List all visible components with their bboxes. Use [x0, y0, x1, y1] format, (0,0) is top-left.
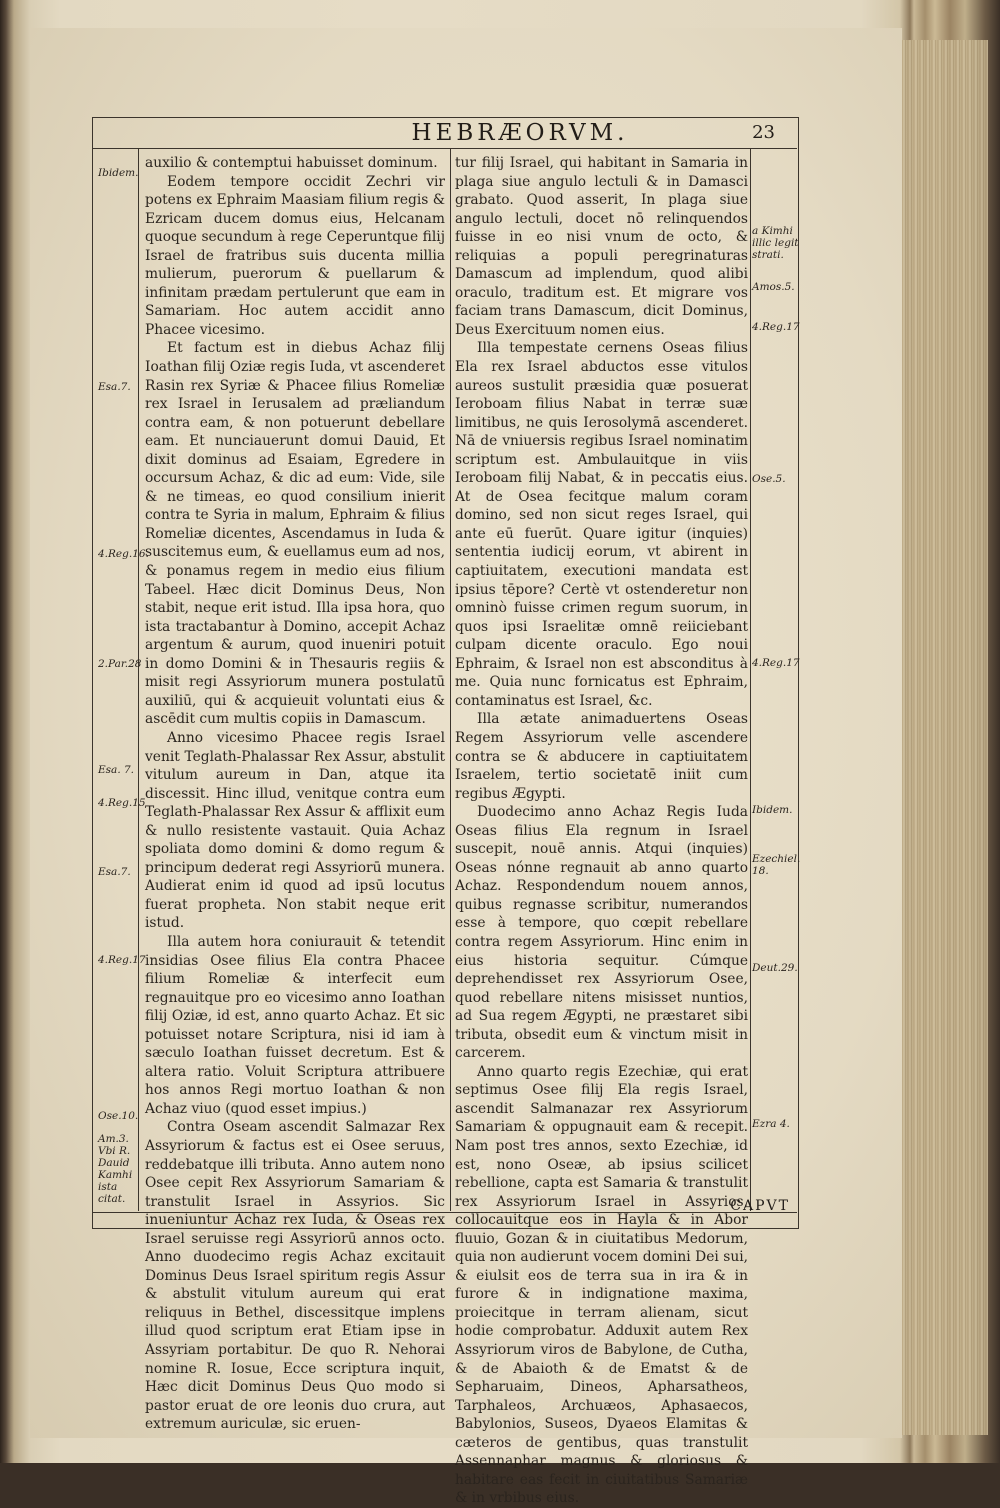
- margin-note: Esa.7.: [98, 381, 131, 393]
- margin-note: Ezra 4.: [752, 1118, 790, 1130]
- paragraph: tur filij Israel, qui habitant in Samaria in plaga siue angulo lectuli & in Damasci grabato. Quod asserit, In plaga siue angulo lectuli, docet nō relinquendos fuisse in eo nisi vnum de octo, & reliquias a populi peregrinaturas Damascum ad implendum, quod alibi oraculo, traditum est. Et migrare vos faciam trans Damascum, dicit Dominus, Deus Exercituum nomen eius.: [455, 155, 748, 338]
- right-margin-rule: [750, 148, 751, 1211]
- margin-note: 4.Reg.15: [98, 797, 146, 809]
- margin-note: Esa. 7.: [98, 764, 135, 776]
- margin-note: 4.Reg.16.: [98, 548, 149, 560]
- paragraph: auxilio & contemptui habuisset dominum.: [145, 155, 438, 171]
- margin-note: Ose.10.: [98, 1110, 139, 1122]
- catchword: CAPVT: [730, 1198, 790, 1214]
- right-column: [455, 154, 748, 1508]
- paragraph: Duodecimo anno Achaz Regis Iuda Oseas filius Ela regnum in Israel suscepit, nouē annis. Atqui (inquies) Oseas nónne regnauit ab anno quarto Achaz. Respondendum nouem annos, quibus regnasse scribitur, numerandos esse à tempore, quo cœpit rebellare contra regem Assyriorum. Hinc enim in eius historia sequitur. Cúmque deprehendisset rex Assyriorum Osee, quod rebellare nitens misisset nuntios, ad Sua regem Ægypti, ne præstaret sibi tributa, obsedit eum & vinctum misit in carcerem.: [455, 804, 748, 1062]
- column-divider: [450, 148, 451, 1211]
- paragraph: Illa autem hora coniurauit & tetendit insidias Osee filius Ela contra Phacee filium Romeliæ & interfecit eum regnauitque pro eo vicesimo anno Ioathan filij Oziæ, id est, anno quarto Achaz. Et sic potuisset notare Scriptura, nisi id iam à sæculo Ioathan fuisset decretum. Est & altera ratio. Voluit Scriptura attribuere hos annos Regi mortuo Ioathan & non Achaz viuo (quod esset impius.): [145, 933, 445, 1117]
- left-margin-rule: [138, 148, 139, 1211]
- margin-note: Ezechiel. 18.: [752, 853, 801, 877]
- margin-note: Esa.7.: [98, 866, 131, 878]
- margin-note: 4.Reg.17: [98, 954, 146, 966]
- paragraph: Anno quarto regis Ezechiæ, qui erat septimus Osee filij Ela regis Israel, ascendit Salmanazar rex Assyriorum Samariam & oppugnauit eam & recepit. Nam post tres annos, sexto Ezechiæ, id est, nono Oseæ, ab ipsius scilicet rebellione, capta est Samaria & transtulit rex Assyriorum Israel in Assyrios, collocauitque eos in Hayla & in Abor fluuio, Gozan & in ciuitatibus Medorum, quia non audierunt vocem domini Dei sui, & eiulsit eos de terra sua in ira & in furore & in indignatione maxima, proiecitque in terram alienam, sicut hodie comprobatur. Adduxit autem Rex Assyriorum viros de Babylone, de Cutha, & de Abaioth & de Ematst & de Sepharuaim, Dineos, Apharsatheos, Tarphaleos, Archuæos, Aphasaecos, Babylonios, Suseos, Dyaeos Elamitas & cæteros de gentibus, quas transtulit Assennaphar magnus & gloriosus & habitare eas fecit in ciuitatibus Samariæ & in vrbibus eius.: [455, 1063, 748, 1507]
- margin-note: Deut.29.: [752, 962, 798, 974]
- paragraph: Eodem tempore occidit Zechri vir potens ex Ephraim Maasiam filium regis & Ezricam ducem domus eius, Helcanam quoque secundum à rege Ceperuntque filij Israel de fratribus suis ducenta millia mulierum, puerorum & puellarum & infinitam prædam pertulerunt que eam in Samariam. Hoc autem accidit anno Phacee vicesimo.: [145, 173, 445, 338]
- margin-note: Ose.5.: [752, 473, 786, 485]
- paragraph: Anno vicesimo Phacee regis Israel venit Teglath-Phalassar Rex Assur, abstulit vitulum aureum in Dan, atque ita discessit. Hinc illud, venitque contra eum Teglath-Phalassar Rex Assur & afflixit eum & nullo resistente vastauit. Quia Achaz spoliata domo domini & domo regum & principum dederat regi Assyriorū munera. Audierat enim id quod ad ipsū locutus fuerat propheta. Non stabit neque erit istud.: [145, 729, 445, 932]
- page-edges: [900, 40, 988, 1435]
- page-number: 23: [752, 122, 775, 143]
- margin-note: Ibidem.: [98, 167, 139, 179]
- left-column: [145, 154, 445, 1434]
- margin-note: 4.Reg.17: [752, 657, 800, 669]
- margin-note: a Kimhi illic legit strati.: [752, 225, 799, 261]
- paragraph: Contra Oseam ascendit Salmazar Rex Assyriorum & factus est ei Osee seruus, reddebatque illi tributa. Anno autem nono Osee cepit Rex Assyriorum Samariam & transtulit Israel in Assyrios. Sic inueniuntur Achaz rex Iuda, & Oseas rex Israel seruisse regi Assyriorū annos octo. Anno duodecimo regis Achaz excitauit Dominus Deus Israel spiritum regis Assur & abstulit vitulum aureum qui erat reliquus in Bethel, discessitque implens illud quod scriptum erat Etiam ipse in Assyriam portabitur. De quo R. Nehorai nomine R. Iosue, Ecce scriptura inquit, Hæc dicit Dominus Deus Quo modo si pastor eruat de ore leonis duo crura, aut extremum auriculæ, sic eruen-: [145, 1119, 445, 1433]
- paragraph: Illa ætate animaduertens Oseas Regem Assyriorum velle ascendere contra se & abducere in captiuitatem Israelem, tertio societatē iniit cum regibus Ægypti.: [455, 711, 748, 802]
- paragraph: Illa tempestate cernens Oseas filius Ela rex Israel abductos esse vitulos aureos sustulit præsidia quæ posuerat Ieroboam filius Nabat in terræ suæ limitibus, ne quis Ierosolymā ascenderet. Nā de vniuersis regibus Israel nominatim scriptum est. Ambulauitque in viis Ieroboam filij Nabat, & in peccatis eius. At de Osea fecitque malum coram domino, sed non sicut reges Israel, qui ante eū fuerūt. Quare igitur (inquies) sententia iudicij eorum, vt abirent in captiuitatem, executioni mandata est ipsius tēpore? Certè vt ostenderetur non omninò fuisse crimen regum suorum, in quos ipsi Israelitæ omnē reiiciebant culpam dicente oraculo. Ego noui Ephraim, & Israel non est absconditus à me. Quia nunc fornicatus est Ephraim, contaminatus est Israel, &c.: [455, 340, 748, 709]
- margin-note: 2.Par.28: [98, 658, 142, 670]
- paragraph: Et factum est in diebus Achaz filij Ioathan filij Oziæ regis Iuda, vt ascenderet Rasin rex Syriæ & Phacee filius Romeliæ rex Israel in Ierusalem ad præliandum contra eam, & non potuerunt debellare eam. Et nunciauerunt domui Dauid, Et dixit dominus ad Esaiam, Egredere in occursum Achaz, & dic ad eum: Vide, sile & ne timeas, eo quod consilium inierit contra te Syria in malum, Ephraim & filius Romeliæ dicentes, Ascendamus in Iuda & suscitemus eum, & euellamus eum ad nos, & ponamus regem in medio eius filium Tabeel. Hæc dicit Dominus Deus, Non stabit, neque erit istud. Illa ipsa hora, quo ista tractabantur à Domino, accepit Achaz argentum & aurum, quod inueniri potuit in domo Domini & in Thesauris regiis & misit regi Assyriorum munera postulatū auxiliū, qui & acquieuit voluntati eius & ascēdit cum multis copiis in Damascum.: [145, 340, 445, 728]
- margin-note: Amos.5.: [752, 281, 795, 293]
- margin-note: 4.Reg.17: [752, 321, 800, 333]
- running-head: HEBRÆORVM.: [411, 120, 629, 146]
- margin-note: Am.3. Vbi R. Dauid Kamhi ista citat.: [98, 1133, 133, 1205]
- margin-note: Ibidem.: [752, 804, 793, 816]
